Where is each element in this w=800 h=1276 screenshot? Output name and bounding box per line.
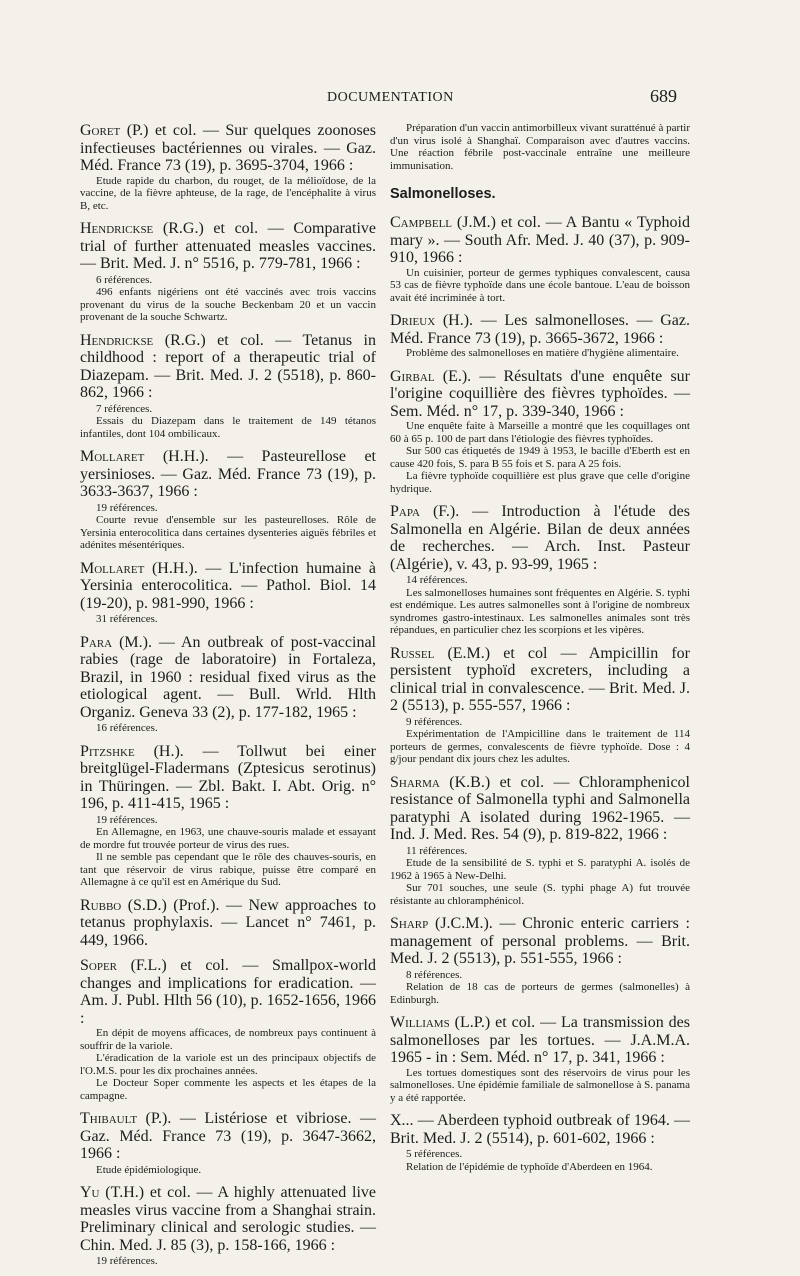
bibliography-entry [80, 1110, 376, 1176]
bibliography-entry [80, 560, 376, 626]
running-title: DOCUMENTATION [327, 90, 454, 105]
bibliography-entry [80, 122, 376, 212]
section-heading: Salmonelloses. [390, 186, 496, 202]
bibliography-entry [80, 1184, 376, 1268]
author-name: Papa [390, 503, 420, 520]
citation [390, 214, 690, 267]
citation [80, 1110, 376, 1163]
bibliography-entry [390, 368, 690, 496]
author-name: Goret [80, 122, 121, 139]
bibliography-entry [390, 1014, 690, 1104]
author-name: Williams [390, 1014, 450, 1031]
reference-count: 16 références. [96, 722, 158, 734]
citation [80, 448, 376, 501]
citation-text: (P.). — Listériose et vibriose. — Gaz. Méd. France 73 (19), p. 3647-3662, 1966 : [80, 1110, 376, 1162]
bibliography-entry [390, 1112, 690, 1173]
author-name: Campbell [390, 214, 453, 231]
citation-text: (P.) et col. — Sur quelques zoonoses infectieuses bactériennes ou virales. — Gaz. Méd. France 73 (19), p. 3695-3704, 1966 : [80, 122, 376, 174]
citation-text: (H.). — Tollwut bei einer breitglügel-Fladermans (Zptesicus serotinus) in Thüringen. — Zbl. Bakt. I. Abt. Orig. n° 196, p. 411-415, 1965 : [80, 742, 376, 812]
left-column [80, 122, 376, 1276]
abstract-text: Expérimentation de l'Ampicilline dans le traitement de 114 porteurs de germes, convalescents de fièvre typhoïde. Dose : 4 g/jour pendant dix jours chez les adultes. [390, 728, 690, 765]
author-name: Rubbo [80, 896, 122, 914]
abstract-text: Il ne semble pas cependant que le rôle des chauves-souris, en tant que réservoir de virus rabique, puisse être comparé en Allemagne à ce qu'il est en Amérique du Sud. [80, 851, 376, 888]
citation [390, 312, 690, 347]
abstract-text: Sur 500 cas étiquetés de 1949 à 1953, le bacille d'Eberth est en cause 420 fois, S. para B 55 fois et S. para A 25 fois. [390, 445, 690, 470]
author-name: Girbal [390, 367, 435, 385]
citation [390, 915, 690, 968]
abstract-text: Relation de 18 cas de porteurs de germes (salmonelles) à Edinburgh. [390, 981, 690, 1006]
right-column [390, 122, 690, 1181]
citation-text: (L.P.) et col. — La transmission des salmonelloses par les tortues. — J.A.M.A. 1965 - in : Sem. Méd. n° 17, p. 341, 1966 : [390, 1014, 690, 1066]
reference-count: 6 références. [96, 273, 153, 286]
author-name: Hendrickse [80, 331, 154, 349]
author-name: Sharma [390, 773, 440, 791]
citation [390, 368, 690, 421]
reference-count: 19 références. [96, 813, 158, 826]
citation [390, 645, 690, 715]
author-name: Pitzshke [80, 742, 135, 760]
author-name: Hendrickse [80, 220, 154, 237]
bibliography-entry [80, 448, 376, 552]
abstract-text: Relation de l'épidémie de typhoïde d'Aberdeen en 1964. [406, 1160, 653, 1173]
abstract-text: En dépit de moyens afficaces, de nombreux pays continuent à souffrir de la variole. [80, 1027, 376, 1052]
bibliography-entry [390, 503, 690, 637]
author-name: Drieux [390, 312, 436, 329]
citation-text: (M.). — An outbreak of post-vaccinal rabies (rage de laboratoire) in Fortaleza, Brazil, in 1960 : residual fixed virus as the etiological agent. — Bull. Wrld. Hlth Organiz. Geneva 33 (2), p. 177-182, 1965 : [80, 633, 376, 721]
citation [80, 220, 376, 273]
reference-count: 9 références. [406, 715, 463, 728]
citation-text: — Aberdeen typhoid outbreak of 1964. — Brit. Med. J. 2 (5514), p. 601-602, 1966 : [390, 1112, 690, 1147]
reference-count: 31 références. [96, 613, 158, 625]
abstract-text: Courte revue d'ensemble sur les pasteurelloses. Rôle de Yersinia enterocolitica dans certaines dysenteries aiguës fébriles et adénites mésentériques. [80, 514, 376, 551]
bibliography-entry [80, 957, 376, 1102]
abstract-text: Etude de la sensibilité de S. typhi et S. paratyphi A. isolés de 1962 à 1965 à New-Delhi. [390, 857, 690, 882]
reference-count: 11 références. [406, 844, 468, 857]
reference-count: 14 références. [406, 574, 468, 586]
abstract-text: Problème des salmonelloses en matière d'hygiène alimentaire. [406, 347, 679, 359]
citation [390, 1014, 690, 1067]
citation-text: (H.H.). — Pasteurellose et yersinioses. — Gaz. Méd. France 73 (19), p. 3633-3637, 1966 : [80, 448, 376, 500]
citation [80, 560, 376, 613]
author-name: Sharp [390, 915, 429, 932]
abstract-text: Le Docteur Soper commente les aspects et les étapes de la campagne. [80, 1077, 376, 1102]
citation [390, 774, 690, 844]
citation-text: (E.M.) et col — Ampicillin for persistent typhoïd excreters, including a clinical trial in convalescence. — Brit. Med. J. 2 (5513), p. 555-557, 1966 : [390, 644, 690, 714]
bibliography-entry [80, 743, 376, 889]
citation [390, 1112, 690, 1147]
bibliography-entry [390, 214, 690, 304]
abstract-text: Une enquête faite à Marseille a montré que les coquillages ont 60 à 65 p. 100 de part dans l'étiologie des fièvres typhoïdes. [390, 420, 690, 445]
bibliography-entry [390, 645, 690, 766]
bibliography-entry [80, 897, 376, 950]
right-entries [390, 214, 690, 1173]
author-name: Thibault [80, 1110, 138, 1127]
author-name: X... [390, 1112, 414, 1129]
reference-count: 7 références. [96, 402, 153, 415]
page-number: 689 [650, 86, 677, 106]
citation-text: (R.G.) et col. — Tetanus in childhood : report of a therapeutic trial of Diazepam. — Brit. Med. J. 2 (5518), p. 860-862, 1966 : [80, 331, 376, 401]
author-name: Russel [390, 644, 435, 662]
continued-summary: Préparation d'un vaccin antimorbilleux vivant suratténué à partir d'un virus isolé à Shanghaï. Comparaison avec d'autres vaccins. Une réaction fébrile post-vaccinale entraîne une meilleure immunisation. [390, 122, 690, 172]
citation-text: (S.D.) (Prof.). — New approaches to tetanus prophylaxis. — Lancet n° 7461, p. 449, 1966. [80, 896, 376, 949]
citation [80, 957, 376, 1027]
author-name: Mollaret [80, 448, 145, 465]
abstract-text: La fièvre typhoïde coquillière est plus grave que celle d'origine hydrique. [390, 470, 690, 495]
citation [80, 897, 376, 950]
citation [80, 122, 376, 175]
abstract-text: L'éradication de la variole est un des principaux objectifs de l'O.M.S. pour les dix prochaines années. [80, 1052, 376, 1077]
bibliography-entry [390, 774, 690, 908]
reference-count: 19 références. [96, 501, 158, 514]
citation-text: (F.L.) et col. — Smallpox-world changes and implications for eradication. — Am. J. Publ. Hlth 56 (10), p. 1652-1656, 1966 : [80, 957, 376, 1027]
citation-text: (J.C.M.). — Chronic enteric carriers : management of personal problems. — Brit. Med. J. 2 (5513), p. 551-555, 1966 : [390, 915, 690, 967]
citation [80, 743, 376, 813]
citation-text: (F.). — Introduction à l'étude des Salmonella en Algérie. Bilan de deux années de recherches. — Arch. Inst. Pasteur (Algérie), v. 43, p. 93-99, 1965 : [390, 503, 690, 573]
abstract-text: Essais du Diazepam dans le traitement de 149 tétanos infantiles, dont 104 ombilicaux. [80, 415, 376, 440]
abstract-text: Un cuisinier, porteur de germes typhiques convalescent, causa 53 cas de fièvre typhoïde dans une école bantoue. L'eau de boisson avait été incriminée à tort. [390, 266, 690, 304]
bibliography-entry [80, 634, 376, 735]
citation [390, 503, 690, 573]
abstract-text: Les salmonelloses humaines sont fréquentes en Algérie. S. typhi est endémique. Les autres salmonelles sont à l'origine de nombreux syndromes gastro-intestinaux. Les salmonelles animales sont très répandues, en particulier chez les scorpions et les vipères. [390, 586, 690, 636]
citation [80, 1184, 376, 1254]
citation-text: (J.M.) et col. — A Bantu « Typhoid mary ». — South Afr. Med. J. 40 (37), p. 909-910, 1966 : [390, 214, 690, 266]
author-name: Yu [80, 1184, 100, 1201]
abstract-text: 496 enfants nigériens ont été vaccinés avec trois vaccins provenant du virus de la souche Beckenbam 20 et un vaccin provenant de la souche Schwartz. [80, 286, 376, 323]
citation-text: (H.H.). — L'infection humaine à Yersinia enterocolitica. — Pathol. Biol. 14 (19-20), p. 981-990, 1966 : [80, 559, 376, 612]
abstract-text: En Allemagne, en 1963, une chauve-souris malade et essayant de mordre fut trouvée porteur de virus des rues. [80, 826, 376, 851]
reference-count: Etude épidémiologique. [96, 1163, 202, 1176]
citation-text: (R.G.) et col. — Comparative trial of further attenuated measles vaccines. — Brit. Med. J. n° 5516, p. 779-781, 1966 : [80, 220, 376, 272]
reference-count: 8 références. [406, 968, 463, 981]
author-name: Para [80, 633, 113, 651]
citation-text: (H.). — Les salmonelloses. — Gaz. Méd. France 73 (19), p. 3665-3672, 1966 : [390, 312, 690, 347]
abstract-text: Les tortues domestiques sont des réservoirs de virus pour les salmonelloses. Une épidémie familiale de salmonellose à S. panama y a été rapportée. [390, 1066, 690, 1104]
reference-count: 19 références. [96, 1255, 158, 1267]
bibliography-entry [80, 220, 376, 324]
author-name: Soper [80, 957, 118, 974]
author-name: Mollaret [80, 559, 145, 577]
citation-text: (T.H.) et col. — A highly attenuated live measles virus vaccine from a Shanghai strain. Preliminary clinical and serologic studies. — Chin. Med. J. 85 (3), p. 158-166, 1966 : [80, 1184, 376, 1254]
bibliography-entry [390, 915, 690, 1006]
bibliography-entry [390, 312, 690, 360]
citation-text: (K.B.) et col. — Chloramphenicol resistance of Salmonella typhi and Salmonella paratyphi A isolated during 1962-1965. — Ind. J. Med. Res. 54 (9), p. 819-822, 1966 : [390, 773, 690, 843]
reference-count: 5 références. [406, 1148, 463, 1160]
bibliography-entry [80, 332, 376, 441]
citation-text: (E.). — Résultats d'une enquête sur l'origine coquillière des fièvres typhoïdes. — Sem. Méd. n° 17, p. 339-340, 1966 : [390, 367, 690, 420]
abstract-text: Sur 701 souches, une seule (S. typhi phage A) fut trouvée résistante au chloramphénicol. [390, 882, 690, 907]
citation [80, 332, 376, 402]
page-header [0, 86, 800, 112]
citation [80, 634, 376, 722]
abstract-text: Etude rapide du charbon, du rouget, de la mélioïdose, de la vaccine, de la fièvre aphteuse, de la rage, de l'encéphalite à virus B, etc. [80, 174, 376, 212]
